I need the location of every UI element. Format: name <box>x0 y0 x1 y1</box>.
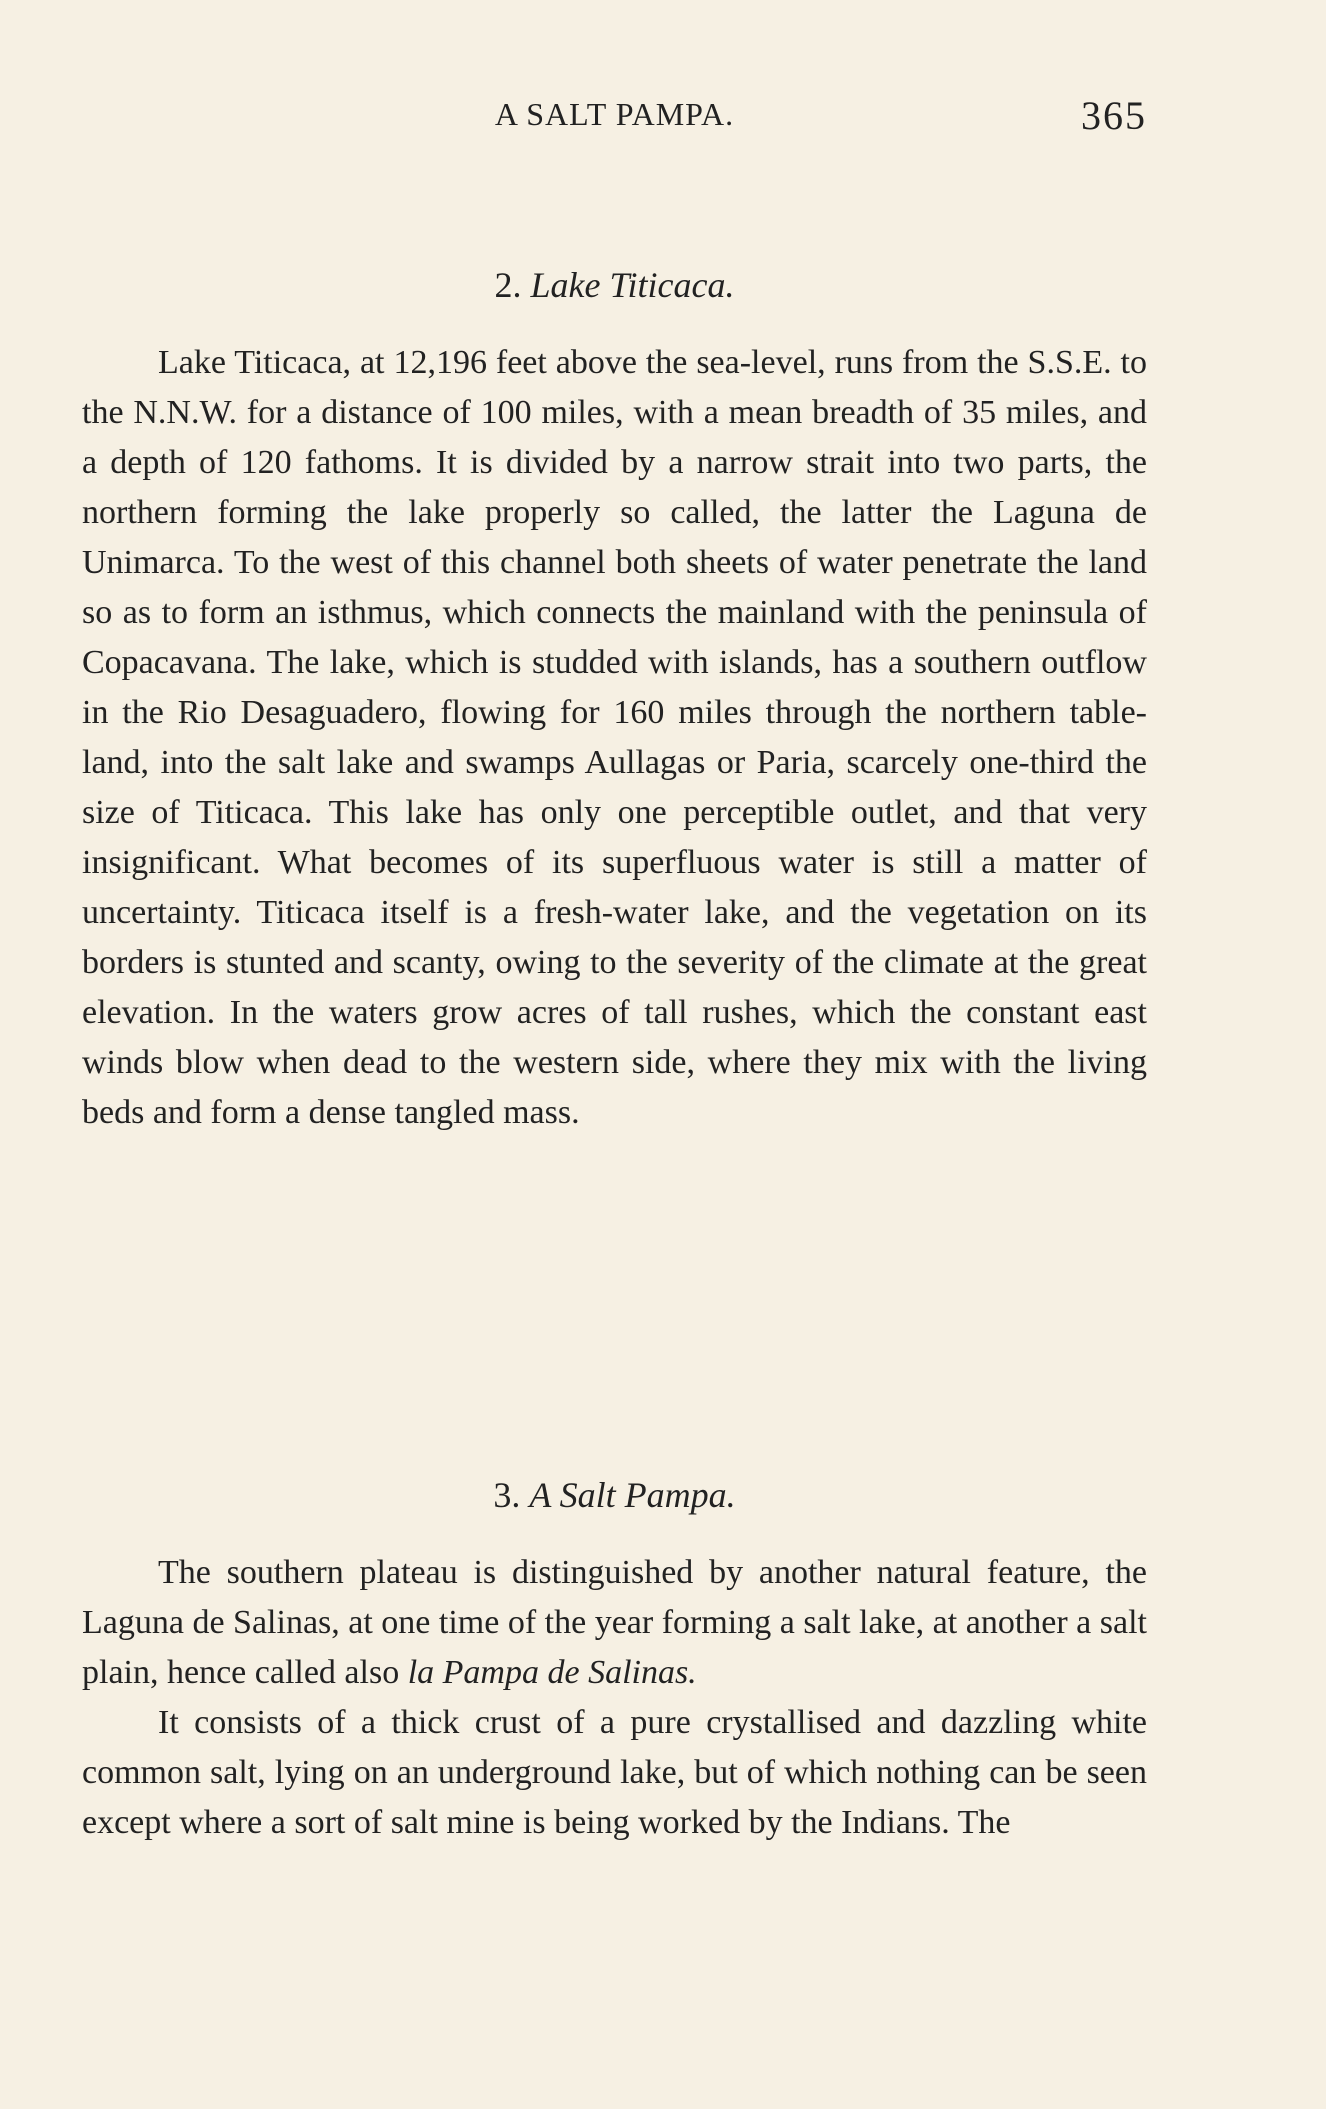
section-title: A Salt Pampa. <box>529 1475 736 1515</box>
section-heading-lake-titicaca <box>82 264 1147 306</box>
page-number: 365 <box>1081 93 1147 138</box>
running-title: A SALT PAMPA. <box>494 96 735 132</box>
section-body-salt-pampa <box>82 1548 1147 1848</box>
section-number: 2. <box>494 265 522 305</box>
section-heading-salt-pampa <box>82 1474 1147 1516</box>
section-body-lake-titicaca <box>82 338 1147 1138</box>
paragraph: It consists of a thick crust of a pure crystallised and dazzling white common salt, lying on an underground lake, but of which nothing can be seen except where a sort of salt mine is being worked by the Indians. The <box>82 1704 1147 1841</box>
italic-phrase: la Pampa de Salinas. <box>407 1654 697 1691</box>
running-head <box>82 93 1147 140</box>
paragraph <box>82 1548 1147 1698</box>
paragraph-text: The southern plateau is distinguished by another natural feature, the Laguna de Salinas, at one time of the year forming a salt lake, at another a salt plain, hence called also <box>82 1554 1147 1691</box>
paragraph: Lake Titicaca, at 12,196 feet above the sea-level, runs from the S.S.E. to the N.N.W. for a distance of 100 miles, with a mean breadth of 35 miles, and a depth of 120 fathoms. It is divided by a narrow strait into two parts, the northern forming the lake properly so called, the latter the Laguna de Unimarca. To the west of this channel both sheets of water penetrate the land so as to form an isthmus, which connects the mainland with the peninsula of Copacavana. The lake, which is studded with islands, has a southern outflow in the Rio Desaguadero, flowing for 160 miles through the northern table-land, into the salt lake and swamps Aullagas or Paria, scarcely one-third the size of Titicaca. This lake has only one perceptible outlet, and that very insignificant. What becomes of its superfluous water is still a matter of uncertainty. Titicaca itself is a fresh-water lake, and the vegetation on its borders is stunted and scanty, owing to the severity of the climate at the great elevation. In the waters grow acres of tall rushes, which the constant east winds blow when dead to the western side, where they mix with the living beds and form a dense tangled mass. <box>82 344 1147 1131</box>
section-number: 3. <box>493 1475 521 1515</box>
section-title: Lake Titicaca. <box>530 265 735 305</box>
